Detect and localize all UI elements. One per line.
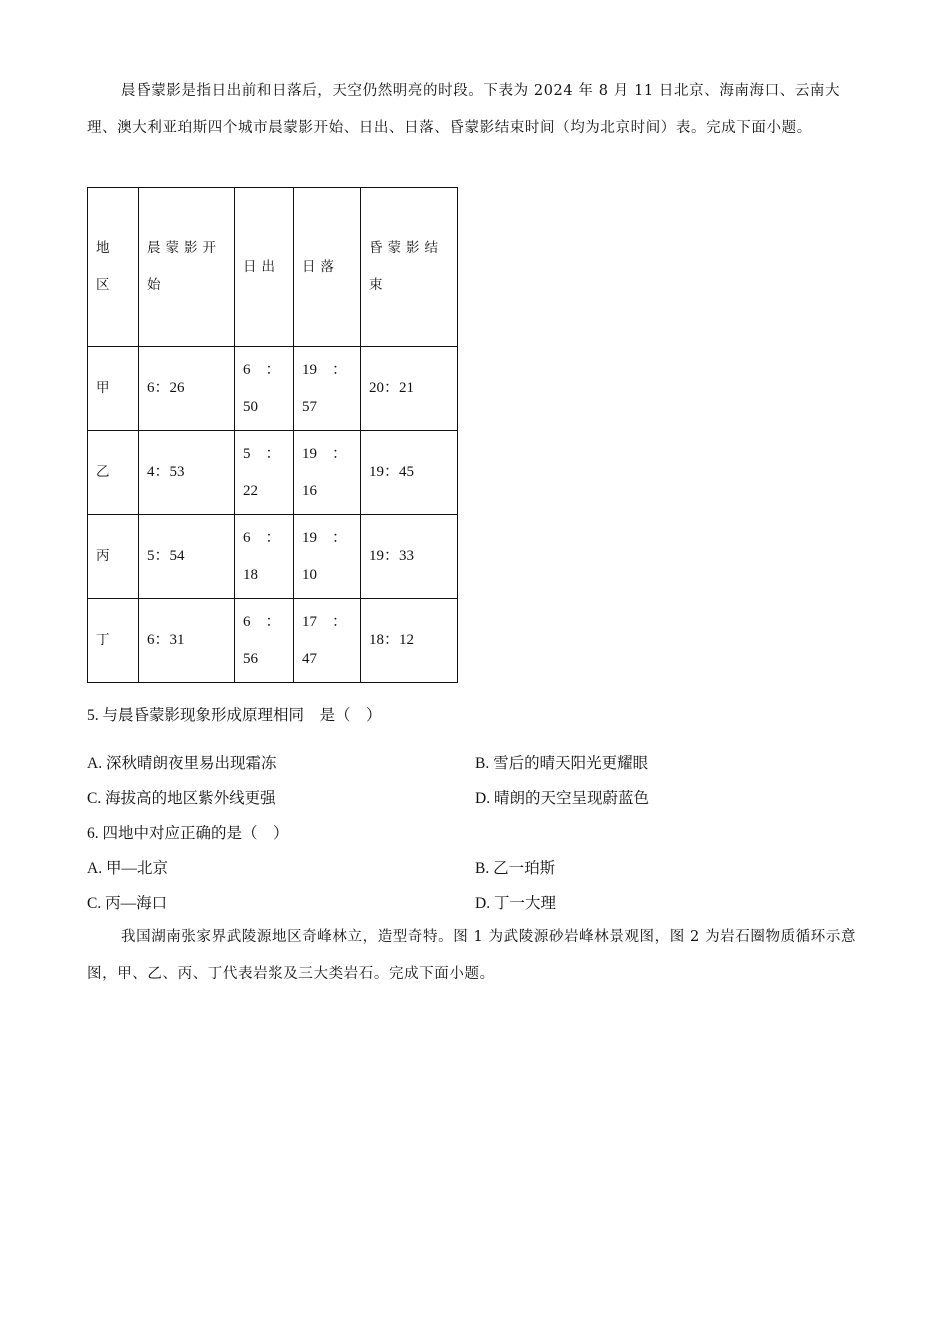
cell-sunset-hour: 19 ： <box>302 361 348 378</box>
cell-sunrise-minute: 22 <box>243 482 258 499</box>
cell-region: 乙 <box>88 431 139 515</box>
question-5-option-c: C. 海拔高的地区紫外线更强 <box>87 790 276 807</box>
question-6-option-a: A. 甲—北京 <box>87 860 168 877</box>
cell-sunset-minute: 47 <box>302 650 317 667</box>
cell-sunset-hour: 19 ： <box>302 529 348 546</box>
cell-region: 甲 <box>88 347 139 431</box>
header-dawn-start: 晨蒙影开始 <box>139 188 235 347</box>
cell-sunset-hour: 17 ： <box>302 613 348 630</box>
second-intro-paragraph: 我国湖南张家界武陵源地区奇峰林立，造型奇特。图 1 为武陵源砂岩峰林景观图，图 2 为岩石圈物质循环示意图，甲、乙、丙、丁代表岩浆及三大类岩石。完成下面小题。 <box>87 929 857 982</box>
cell-sunrise-minute: 18 <box>243 566 258 583</box>
cell-sunrise-hour: 6 ： <box>243 613 281 630</box>
cell-region: 丁 <box>88 599 139 683</box>
question-6-option-b: B. 乙一珀斯 <box>475 860 556 877</box>
cell-sunset <box>294 347 361 431</box>
cell-sunrise-hour: 5 ： <box>243 445 281 462</box>
cell-dusk-end: 20：21 <box>361 347 458 431</box>
cell-sunrise-hour: 6 ： <box>243 529 281 546</box>
cell-sunset <box>294 515 361 599</box>
cell-sunrise-minute: 50 <box>243 398 258 415</box>
table-row <box>88 515 458 599</box>
intro-paragraph: 晨昏蒙影是指日出前和日落后，天空仍然明亮的时段。下表为 2024 年 8 月 11 日北京、海南海口、云南大理、澳大利亚珀斯四个城市晨蒙影开始、日出、日落、昏蒙影结束时间（均为北京时间）表。完成下面小题。 <box>87 83 841 136</box>
cell-dawn-start: 6：31 <box>139 599 235 683</box>
header-region-text: 地区 <box>96 240 115 293</box>
cell-sunset-minute: 10 <box>302 566 317 583</box>
table-row <box>88 347 458 431</box>
cell-sunrise <box>235 515 294 599</box>
question-5-stem: 5. 与晨昏蒙影现象形成原理相同 是（ ） <box>87 707 382 724</box>
header-sunset: 日落 <box>294 188 361 347</box>
cell-sunrise-minute: 56 <box>243 650 258 667</box>
cell-dawn-start: 6：26 <box>139 347 235 431</box>
question-6-option-d: D. 丁一大理 <box>475 895 556 912</box>
header-dusk-end: 昏蒙影结束 <box>361 188 458 347</box>
table-header-row <box>88 188 458 347</box>
cell-sunset-minute: 57 <box>302 398 317 415</box>
cell-sunset <box>294 599 361 683</box>
cell-sunset <box>294 431 361 515</box>
cell-dawn-start: 5：54 <box>139 515 235 599</box>
cell-dusk-end: 19：45 <box>361 431 458 515</box>
cell-region: 丙 <box>88 515 139 599</box>
table-row <box>88 599 458 683</box>
question-5-option-a: A. 深秋晴朗夜里易出现霜冻 <box>87 755 277 772</box>
cell-sunrise-hour: 6 ： <box>243 361 281 378</box>
cell-dusk-end: 19：33 <box>361 515 458 599</box>
cell-sunset-hour: 19 ： <box>302 445 348 462</box>
cell-sunrise <box>235 347 294 431</box>
twilight-table <box>87 187 458 683</box>
question-6-stem: 6. 四地中对应正确的是（ ） <box>87 825 289 842</box>
cell-sunset-minute: 16 <box>302 482 317 499</box>
question-5-option-d: D. 晴朗的天空呈现蔚蓝色 <box>475 790 649 807</box>
header-region <box>88 188 139 347</box>
cell-dawn-start: 4：53 <box>139 431 235 515</box>
cell-dusk-end: 18：12 <box>361 599 458 683</box>
cell-sunrise <box>235 431 294 515</box>
question-6-option-c: C. 丙—海口 <box>87 895 168 912</box>
table-row <box>88 431 458 515</box>
question-5-option-b: B. 雪后的晴天阳光更耀眼 <box>475 755 649 772</box>
header-sunrise: 日出 <box>235 188 294 347</box>
cell-sunrise <box>235 599 294 683</box>
